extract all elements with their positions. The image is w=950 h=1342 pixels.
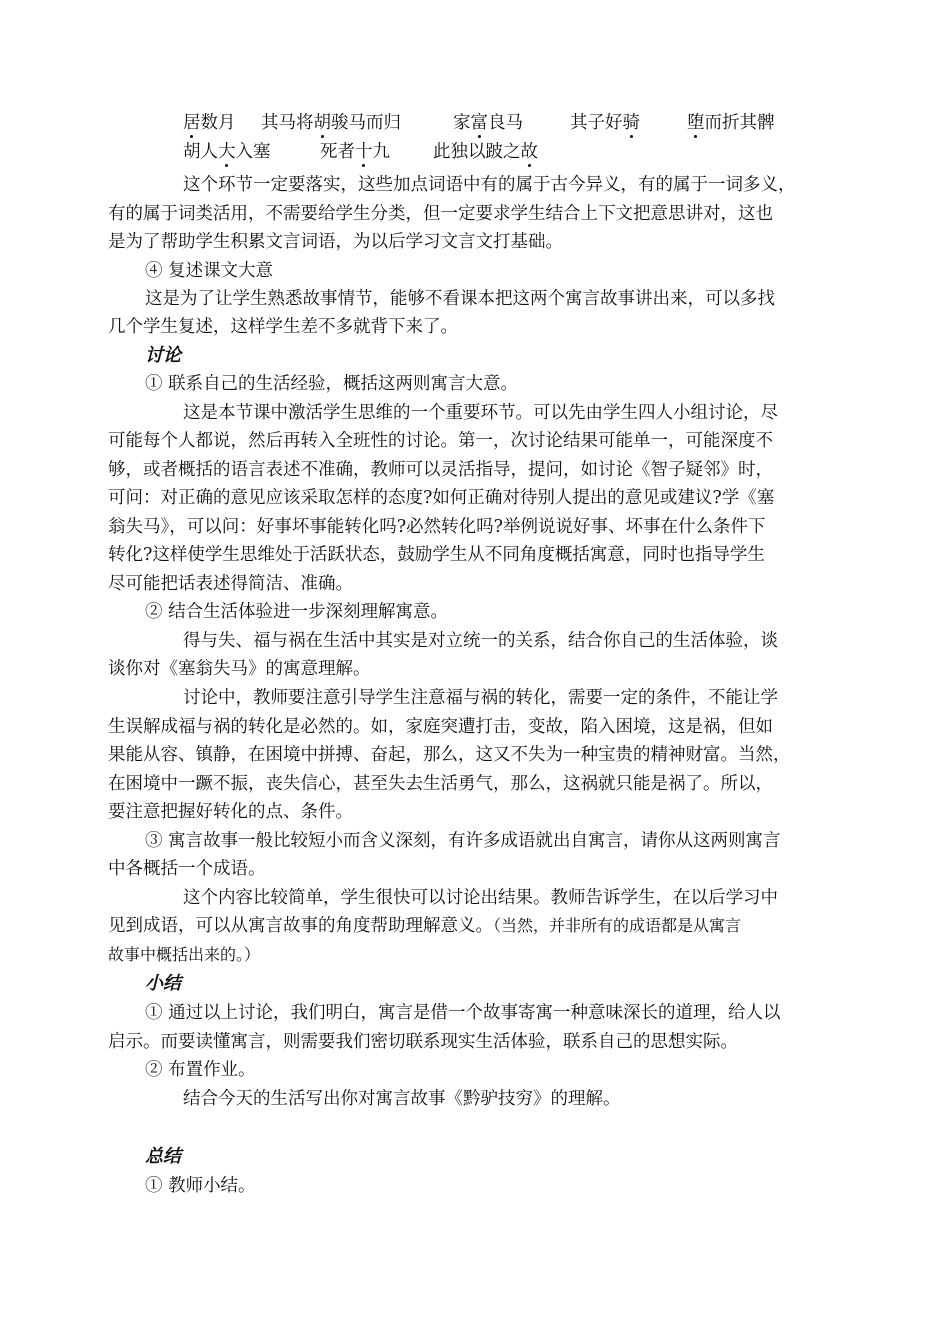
paragraph-line: 讨论中，教师要注意引导学生注意福与祸的转化，需要一定的条件，不能让学: [183, 688, 778, 708]
paragraph-line: 够，或者概括的语言表述不准确，教师可以灵活指导，提问，如讨论《智子疑邻》时，: [108, 460, 773, 480]
vocab-word: 此独以跛之故: [433, 142, 538, 162]
paragraph-line: 在困境中一蹶不振，丧失信心，甚至失去生活勇气，那么，这祸就只能是祸了。所以，: [108, 774, 773, 794]
paragraph-line: 果能从容、镇静，在困境中拼搏、奋起，那么，这又不失为一种宝贵的精神财富。当然，: [108, 745, 791, 765]
paragraph-line: 尽可能把话表述得简洁、准确。: [108, 574, 353, 594]
paragraph-line: 启示。而要读懂寓言，则需要我们密切联系现实生活体验，联系自己的思想实际。: [108, 1032, 738, 1052]
item-heading: ① 教师小结。: [145, 1176, 256, 1196]
paragraph-line: [108, 914, 741, 938]
paragraph-line: 这是为了让学生熟悉故事情节，能够不看课本把这两个寓言故事讲出来，可以多找: [145, 289, 775, 309]
paragraph-line: 这个内容比较简单，学生很快可以讨论出结果。教师告诉学生，在以后学习中: [183, 888, 778, 908]
paragraph-line: 结合今天的生活写出你对寓言故事《黔驴技穷》的理解。: [183, 1089, 621, 1109]
paragraph-line: 谈你对《塞翁失马》的寓意理解。: [108, 659, 371, 679]
aside-note: 故事中概括出来的。）: [108, 945, 261, 964]
paragraph-line: 得与失、福与祸在生活中其实是对立统一的关系，结合你自己的生活体验，谈: [183, 631, 778, 651]
vocab-word: 胡人大入塞: [183, 142, 271, 162]
item-heading: ① 联系自己的生活经验，概括这两则寓言大意。: [145, 374, 519, 394]
item-heading: ② 结合生活体验进一步深刻理解寓意。: [145, 602, 449, 622]
vocab-word: 其子好骑: [570, 113, 640, 133]
vocab-word: 其马将胡骏马而归: [261, 113, 401, 133]
item-heading: ③ 寓言故事一般比较短小而含义深刻，有许多成语就出自寓言，请你从这两则寓言: [145, 831, 781, 851]
paragraph-line: 这个环节一定要落实，这些加点词语中有的属于古今异义，有的属于一词多义，: [183, 175, 796, 195]
vocab-row-2: [183, 140, 823, 166]
vocab-word: 家富良马: [453, 113, 523, 133]
paragraph-line: 生误解成福与祸的转化是必然的。如，家庭突遭打击，变故，陷入困境，这是祸，但如: [108, 717, 773, 737]
section-heading-conclusion: 总结: [145, 1146, 181, 1167]
paragraph-line: 有的属于词类活用，不需要给学生分类，但一定要求学生结合上下文把意思讲对，这也: [108, 204, 773, 224]
paragraph-line: 翁失马》，可以问：好事坏事能转化吗?必然转化吗?举例说说好事、坏事在什么条件下: [108, 517, 766, 537]
paragraph-line: 可问：对正确的意见应该采取怎样的态度?如何正确对待别人提出的意见或建议?学《塞: [108, 488, 775, 508]
section-heading-discussion: 讨论: [145, 345, 181, 366]
vocab-word: 堕而折其髀: [687, 113, 775, 133]
item-heading: ② 布置作业。: [145, 1060, 256, 1080]
vocab-word: 居数月: [183, 113, 236, 133]
vocab-word: 死者十九: [320, 142, 390, 162]
item-heading: ④ 复述课文大意: [145, 261, 274, 281]
aside-note: （当然，并非所有的成语都是从寓言: [493, 916, 742, 935]
item-heading: 中各概括一个成语。: [108, 859, 266, 879]
paragraph-line: 这是本节课中激活学生思维的一个重要环节。可以先由学生四人小组讨论，尽: [183, 403, 778, 423]
paragraph-line: 几个学生复述，这样学生差不多就背下来了。: [108, 317, 458, 337]
paragraph-line: 转化?这样使学生思维处于活跃状态，鼓励学生从不同角度概括寓意，同时也指导学生: [108, 545, 765, 565]
paragraph-line: 可能每个人都说，然后再转入全班性的讨论。第一，次讨论结果可能单一，可能深度不: [108, 431, 773, 451]
vocab-row-1: [183, 111, 823, 137]
paragraph-line: ① 通过以上讨论，我们明白，寓言是借一个故事寄寓一种意味深长的道理，给人以: [145, 1003, 781, 1023]
paragraph-line: 是为了帮助学生积累文言词语，为以后学习文言文打基础。: [108, 232, 563, 252]
paragraph-text: 见到成语，可以从寓言故事的角度帮助理解意义。: [108, 916, 493, 936]
paragraph-line: 要注意把握好转化的点、条件。: [108, 802, 353, 822]
section-heading-summary: 小结: [145, 973, 181, 994]
